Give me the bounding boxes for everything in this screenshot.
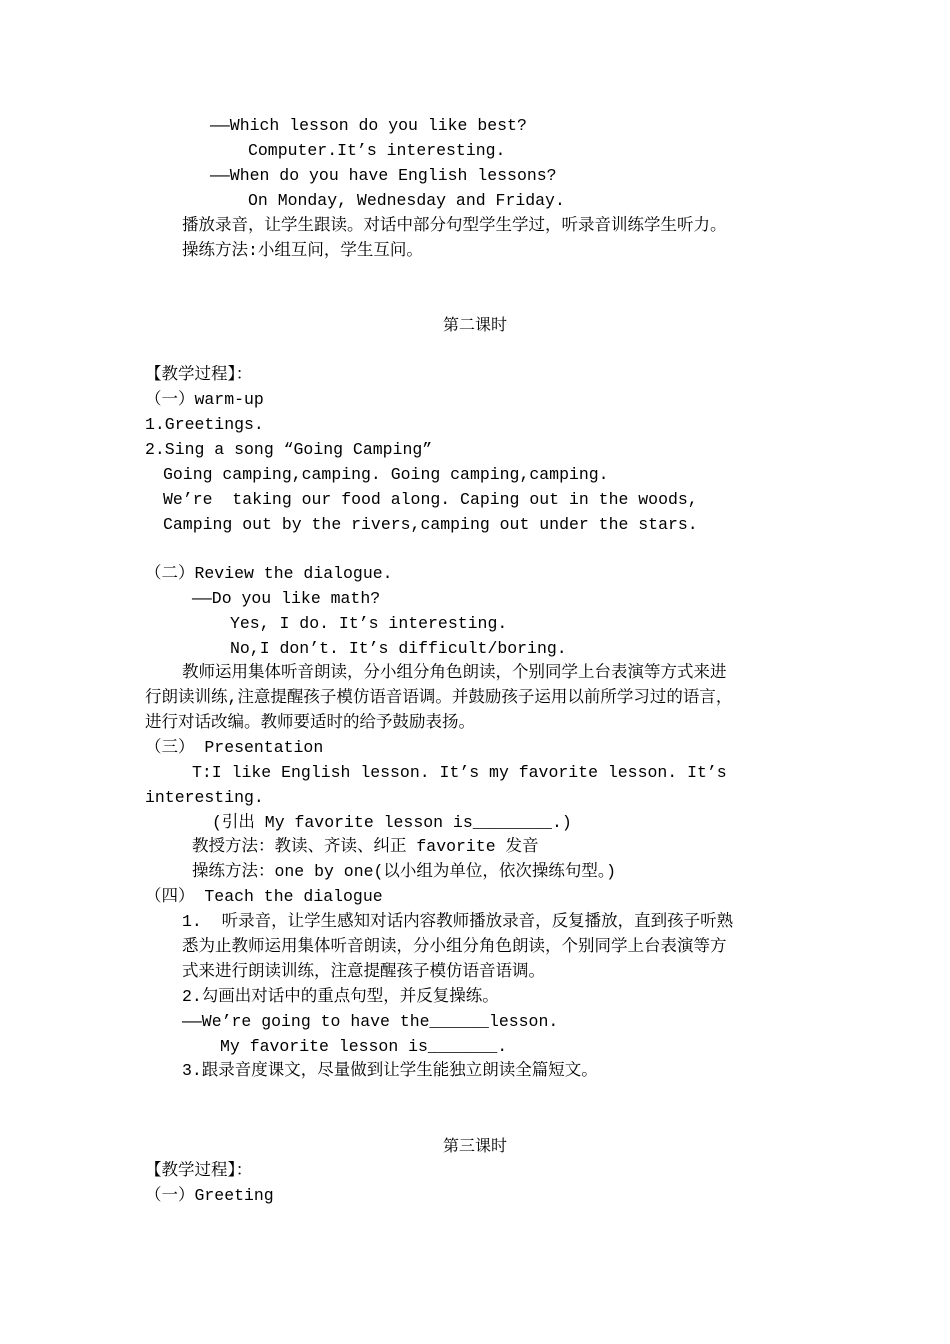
text-line: 【教学过程】： [145,365,253,384]
text-line: 教授方法：教读、齐读、纠正 favorite 发音 [192,837,539,856]
text-line: ——When do you have English lessons? [210,166,557,185]
text-line: T:I like English lesson. It’s my favorite lesson. It’s [192,763,727,782]
text-line: 3.跟录音度课文，尽量做到让学生能独立朗读全篇短文。 [182,1061,598,1080]
text-line: 1. 听录音，让学生感知对话内容教师播放录音，反复播放，直到孩子听熟 [182,912,734,931]
text-line: interesting. [145,788,264,807]
text-line: My favorite lesson is_______. [220,1037,508,1056]
section-heading: 第二课时 [442,315,507,334]
text-line: （一）warm-up [145,390,264,409]
text-line: (引出 My favorite lesson is________.) [212,813,572,832]
text-line: ——We’re going to have the______lesson. [182,1012,559,1031]
text-line: Yes, I do. It’s interesting. [230,614,508,633]
text-line: 1.Greetings. [145,415,264,434]
text-line: 操练方法:小组互问，学生互问。 [182,241,423,260]
text-line: （一）Greeting [145,1186,274,1205]
text-line: 行朗读训练,注意提醒孩子模仿语音语调。并鼓励孩子运用以前所学习过的语言， [145,688,733,707]
text-line: On Monday, Wednesday and Friday. [248,191,565,210]
text-line: ——Do you like math? [192,589,381,608]
text-line: 教师运用集体听音朗读，分小组分角色朗读，个别同学上台表演等方式来进 [182,663,727,682]
text-line: 2.勾画出对话中的重点句型，并反复操练。 [182,987,499,1006]
text-line: 进行对话改编。教师要适时的给予鼓励表扬。 [145,713,475,732]
text-line: （二）Review the dialogue. [145,564,393,583]
text-line: （四） Teach the dialogue [145,887,383,906]
text-line: 2.Sing a song “Going Camping” [145,440,433,459]
text-line: 式来进行朗读训练，注意提醒孩子模仿语音语调。 [182,962,545,981]
text-line: 播放录音，让学生跟读。对话中部分句型学生学过，听录音训练学生听力。 [182,216,727,235]
text-line: No,I don’t. It’s difficult/boring. [230,639,567,658]
text-line: Going camping,camping. Going camping,camping. [163,465,609,484]
text-line: ——Which lesson do you like best? [210,116,527,135]
text-line: 悉为止教师运用集体听音朗读，分小组分角色朗读，个别同学上台表演等方 [182,937,727,956]
text-line: 【教学过程】： [145,1161,253,1180]
text-line: Computer.It’s interesting. [248,141,506,160]
text-line: （三） Presentation [145,738,324,757]
text-line: 操练方法：one by one(以小组为单位，依次操练句型。) [192,862,617,881]
text-line: Camping out by the rivers,camping out under the stars. [163,515,698,534]
section-heading: 第三课时 [442,1136,507,1155]
text-line: We’re taking our food along. Caping out in the woods, [163,490,698,509]
